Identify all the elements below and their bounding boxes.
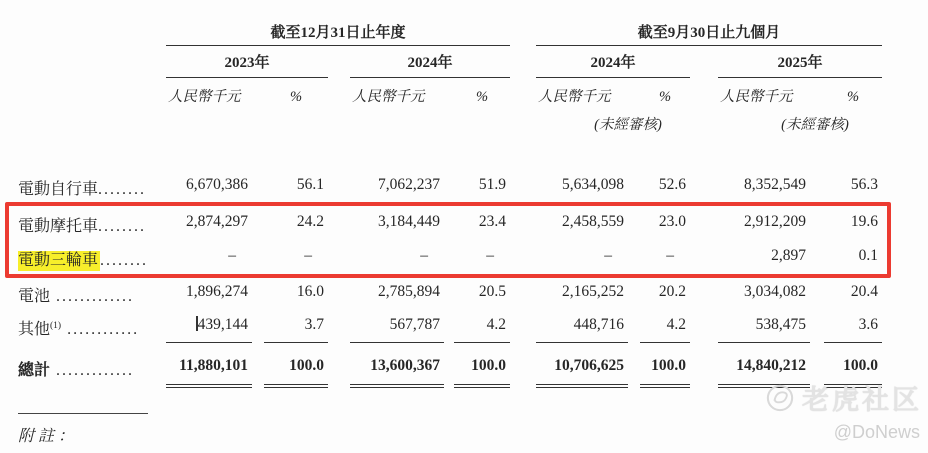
cell-value: 20.5 [478, 283, 506, 300]
row-label: 電動自行車........ [18, 181, 147, 198]
table-row-battery [18, 283, 900, 316]
dot-leader: ............. [50, 288, 135, 305]
cell-value: 3,184,449 [378, 213, 440, 230]
table-row-e-tricycle [18, 247, 900, 283]
cell-value: – [420, 247, 428, 264]
dot-leader: ............ [61, 321, 140, 338]
cell-value: 3.7 [264, 316, 328, 343]
cell-value: 2,874,297 [186, 213, 248, 230]
cell-value: 6,670,386 [186, 176, 248, 193]
cell-value: 448,716 [536, 316, 628, 343]
cell-value: 14,840,212 [718, 357, 810, 388]
dot-leader: ........ [100, 252, 149, 269]
table-row-others [18, 316, 900, 343]
dot-leader: ........ [98, 218, 147, 235]
cell-value: 3.6 [824, 316, 882, 343]
table-unit-header-row [18, 78, 900, 106]
cell-value: – [228, 247, 236, 264]
unit-label-percent: % [658, 89, 672, 105]
cell-value: 538,475 [718, 316, 810, 343]
unit-label-amount: 人民幣千元 [720, 89, 793, 105]
table-year-header-row [18, 46, 900, 78]
table-group-header-row [18, 16, 900, 46]
cell-value: 100.0 [640, 357, 690, 388]
table-row-e-motorcycle [18, 213, 900, 247]
watermark-community-name: 老虎社区 [802, 385, 922, 415]
cell-value: – [604, 247, 612, 264]
cell-value: 51.9 [478, 176, 506, 193]
year-header-2025: 2025年 [718, 46, 882, 78]
cell-value: 7,062,237 [378, 176, 440, 193]
cell-value: 4.2 [454, 316, 510, 343]
footnote-section [18, 413, 148, 446]
cell-value: 1,896,274 [186, 283, 248, 300]
yellow-highlight: 電動三輪車 [18, 252, 99, 269]
cell-value: 2,897 [771, 247, 806, 264]
cell-value: 13,600,367 [350, 357, 444, 388]
table-unaudited-row [18, 106, 900, 134]
cell-value: 24.2 [296, 213, 324, 230]
cell-value: 100.0 [454, 357, 510, 388]
tiger-logo-icon [766, 384, 794, 412]
cell-value: – [666, 247, 674, 264]
watermark [766, 378, 922, 443]
dot-leader: ........ [98, 181, 147, 198]
cell-value: 5,634,098 [562, 176, 624, 193]
unaudited-label: (未經審核) [781, 117, 849, 133]
cell-value: 0.1 [858, 247, 878, 264]
group-header-nine-months: 截至9月30日止九個月 [536, 16, 882, 46]
year-header-9m2024: 2024年 [536, 46, 690, 78]
unit-label-percent: % [289, 89, 303, 105]
cell-value: 23.4 [478, 213, 506, 230]
cell-value: 56.1 [296, 176, 324, 193]
cell-value: 16.0 [296, 283, 324, 300]
unaudited-label: (未經審核) [594, 117, 662, 133]
cell-value: 2,912,209 [744, 213, 806, 230]
footnote-divider [18, 413, 148, 414]
cell-value: 100.0 [264, 357, 328, 388]
cell-value: 439,144 [166, 316, 252, 343]
cell-value: – [486, 247, 494, 264]
cell-value: 2,785,894 [378, 283, 440, 300]
cell-value: 100.0 [824, 357, 882, 388]
cell-value: 20.2 [658, 283, 686, 300]
row-label: 總計 ............. [18, 362, 135, 379]
unit-label-amount: 人民幣千元 [168, 89, 241, 105]
cell-value: – [304, 247, 312, 264]
unit-label-percent: % [846, 89, 860, 105]
dot-leader: ............. [50, 362, 135, 379]
cell-value: 4.2 [640, 316, 690, 343]
header-body-gap [18, 134, 900, 176]
year-header-2023: 2023年 [166, 46, 328, 78]
cell-value: 20.4 [850, 283, 878, 300]
cell-value: 19.6 [850, 213, 878, 230]
unit-label-amount: 人民幣千元 [538, 89, 611, 105]
footnote-marker: (1) [50, 321, 62, 331]
watermark-handle: @DoNews [833, 422, 920, 442]
footnote-label: 附註： [18, 428, 79, 445]
cell-value: 2,165,252 [562, 283, 624, 300]
financial-table [18, 16, 900, 388]
group-header-fiscal-year: 截至12月31日止年度 [166, 16, 510, 46]
cell-value: 10,706,625 [536, 357, 628, 388]
cell-value: 567,787 [350, 316, 444, 343]
cell-value: 8,352,549 [744, 176, 806, 193]
cell-value: 11,880,101 [166, 357, 252, 388]
row-label [18, 247, 166, 283]
table-row-e-bicycle [18, 176, 900, 213]
cell-value: 52.6 [658, 176, 686, 193]
cell-value: 2,458,559 [562, 213, 624, 230]
row-label: 電動摩托車........ [18, 218, 147, 235]
cell-value: 3,034,082 [744, 283, 806, 300]
unit-label-percent: % [475, 89, 489, 105]
year-header-2024: 2024年 [350, 46, 510, 78]
cell-value: 56.3 [850, 176, 878, 193]
row-label: 其他$^{(1)}$ ............ [18, 321, 140, 338]
row-label: 電池 ............. [18, 288, 135, 305]
cell-value: 23.0 [658, 213, 686, 230]
unit-label-amount: 人民幣千元 [352, 89, 425, 105]
